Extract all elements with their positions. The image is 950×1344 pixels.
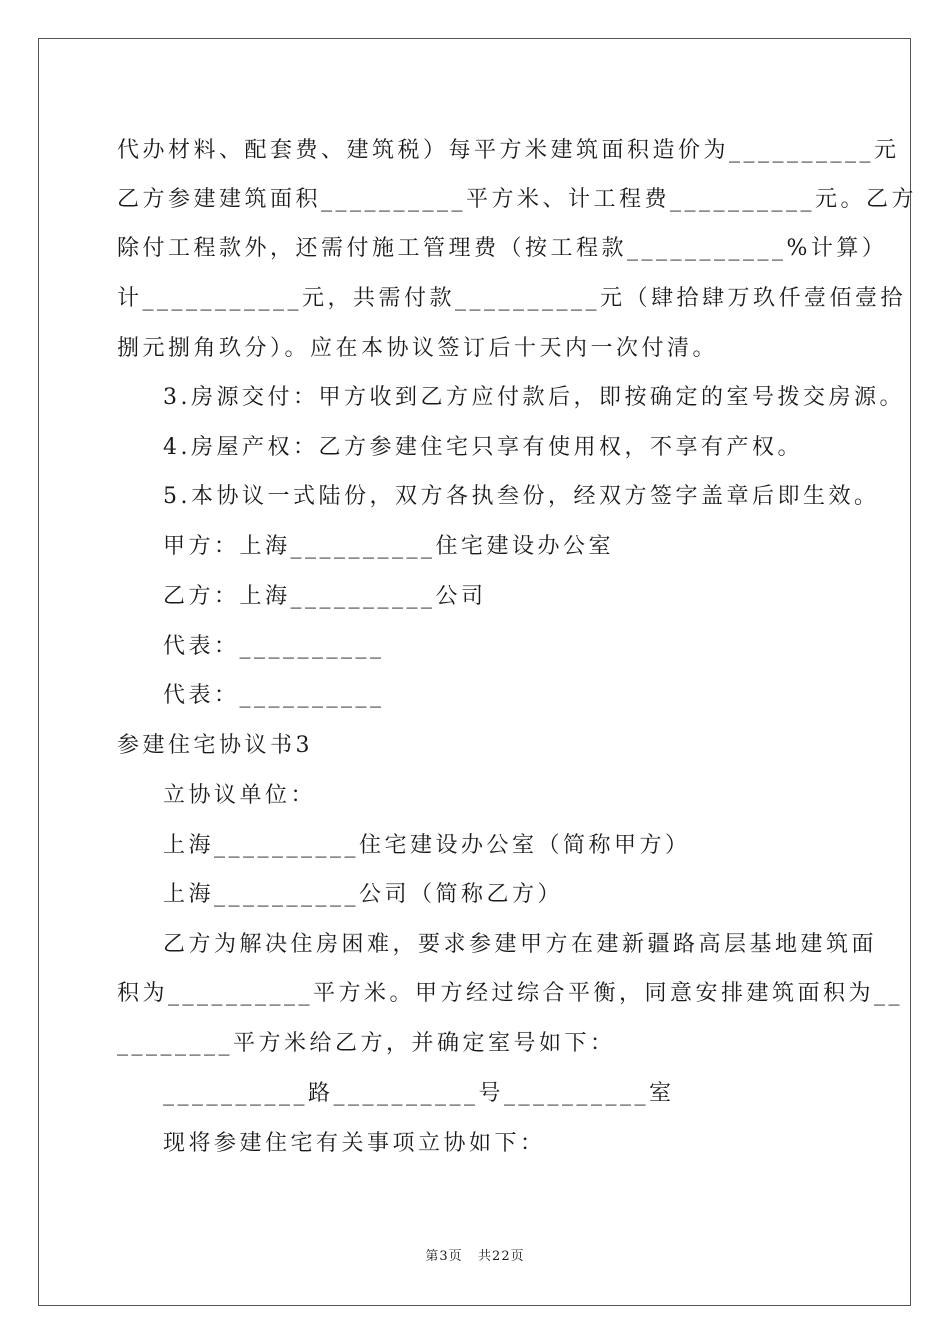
text-line: 代办材料、配套费、建筑税）每平方米建筑面积造价为__________元	[117, 138, 900, 163]
text-line: 除付工程款外，还需付施工管理费（按工程款___________%计算）	[117, 236, 888, 261]
party-a-line: 上海__________住宅建设办公室（简称甲方）	[163, 833, 691, 858]
party-a-signature-line: 甲方：上海__________住宅建设办公室	[163, 534, 615, 559]
clause-4-property-rights: 4.房屋产权：乙方参建住宅只享有使用权，不享有产权。	[163, 435, 803, 460]
text-line: 乙方为解决住房困难，要求参建甲方在建新疆路高层基地建筑面	[163, 932, 878, 957]
text-line: 现将参建住宅有关事项立协如下：	[163, 1131, 546, 1156]
text-line: 立协议单位：	[163, 783, 317, 808]
text-line: 捌元捌角玖分）。应在本协议签订后十天内一次付清。	[117, 336, 719, 361]
party-b-line: 上海__________公司（简称乙方）	[163, 882, 564, 907]
party-b-signature-line: 乙方：上海__________公司	[163, 584, 487, 609]
page-number-footer: 第3页 共22页	[425, 1249, 525, 1264]
address-line: __________路__________号__________室	[163, 1081, 675, 1106]
text-line: 积为__________平方米。甲方经过综合平衡，同意安排建筑面积为__	[117, 981, 904, 1006]
text-line: 计___________元，共需付款__________元（肆拾肆万玖仟壹佰壹拾	[117, 286, 907, 311]
text-line: 乙方参建建筑面积__________平方米、计工程费__________元。乙方	[117, 187, 918, 212]
page-border	[38, 38, 911, 1306]
clause-5-copies-effective: 5.本协议一式陆份，双方各执叁份，经双方签字盖章后即生效。	[163, 484, 880, 509]
representative-line: 代表：__________	[163, 634, 385, 659]
section-title: 参建住宅协议书3	[117, 733, 313, 758]
text-line: ________平方米给乙方，并确定室号如下：	[117, 1031, 616, 1056]
representative-line: 代表：__________	[163, 683, 385, 708]
clause-3-housing-delivery: 3.房源交付：甲方收到乙方应付款后，即按确定的室号拨交房源。	[163, 385, 905, 410]
